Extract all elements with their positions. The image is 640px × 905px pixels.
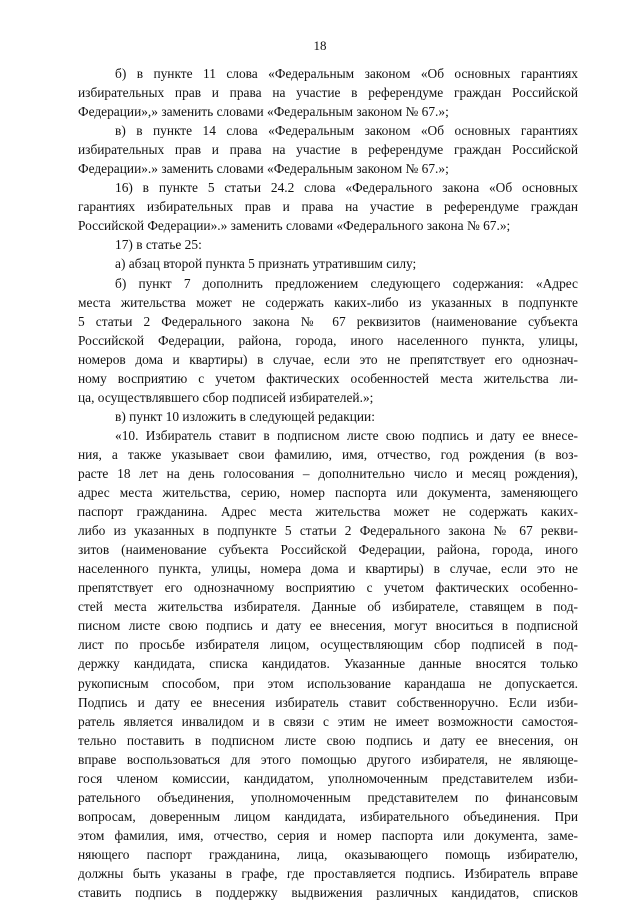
text-line: тельно поставить в подписном листе свою подпись и дату ее внесения, он [78, 732, 578, 748]
text-line: Федерации».» заменить словами «Федеральным законом № 67.»; [78, 161, 449, 177]
text-line: стей места жительства избирателя. Данные об избирателе, ставящем в под- [78, 599, 578, 615]
text-line: рукописным способом, при этом использование карандаша не допускается. [78, 675, 578, 691]
text-line: а) абзац второй пункта 5 признать утратившим силу; [115, 256, 417, 272]
text-line: 16) в пункте 5 статьи 24.2 слова «Федерального закона «Об основных [115, 180, 578, 196]
text-line: гося членом комиссии, кандидатом, уполномоченным представителем изби- [78, 770, 578, 786]
text-line: этом фамилия, имя, отчество, серия и номер паспорта или документа, заме- [78, 827, 578, 843]
text-line: Федерации»,» заменить словами «Федеральным законом № 67.»; [78, 104, 449, 120]
text-line: расте 18 лет на день голосования – дополнительно число и месяц рождения), [78, 465, 578, 481]
text-line: б) пункт 7 дополнить предложением следующего содержания: «Адрес [115, 275, 578, 291]
text-line: лист по просьбе избирателя лицом, осуществляющим сбор подписей в под- [78, 637, 578, 653]
text-line: места жительства может не содержать каких-либо из указанных в подпункте [78, 294, 578, 310]
page-number: 18 [313, 38, 327, 53]
text-line: Подпись и дату ее внесения избиратель ставит собственноручно. Если изби- [78, 694, 578, 710]
text-line: ставить подпись в поддержку выдвижения различных кандидатов, списков [78, 885, 578, 901]
text-line: гарантиях избирательных прав и права на участие в референдуме граждан [78, 199, 578, 215]
text-line: рательного объединения, уполномоченным представителем по финансовым [78, 789, 578, 805]
text-line: 17) в статье 25: [115, 237, 202, 253]
text-line: либо из указанных в подпункте 5 статьи 2 Федерального закона № 67 рекви- [78, 523, 578, 539]
text-line: «10. Избиратель ставит в подписном листе свою подпись и дату ее внесе- [115, 427, 578, 443]
text-line: вопросам, доверенным лицом кандидата, избирательного объединения. При [78, 808, 578, 824]
text-line: препятствует его однозначному восприятию с учетом фактических особенно- [78, 580, 578, 596]
text-line: Российской Федерации».» заменить словами «Федерального закона № 67.»; [78, 218, 511, 234]
text-line: б) в пункте 11 слова «Федеральным законом «Об основных гарантиях [115, 66, 578, 81]
text-line: зитов (наименование субъекта Российской Федерации, района, города, иного [78, 542, 578, 558]
text-line: Российской Федерации, района, города, иного населенного пункта, улицы, [78, 332, 578, 348]
text-line: 5 статьи 2 Федерального закона № 67 реквизитов (наименование субъекта [78, 313, 578, 329]
document-body [78, 64, 578, 902]
text-line: в) в пункте 14 слова «Федеральным законом «Об основных гарантиях [115, 123, 578, 139]
text-line: номеров дома и квартиры) в случае, если это не препятствует его однознач- [78, 351, 578, 367]
text-line: адрес места жительства, серию, номер паспорта или документа, заменяющего [78, 485, 578, 501]
text-line: няющего паспорт гражданина, лица, оказывающего помощь избирателю, [78, 846, 578, 862]
text-line: писном листе свою подпись и дату ее внесения, могут вноситься в подписной [78, 618, 578, 634]
text-line: ратель является инвалидом и в связи с этим не имеет возможности самостоя- [78, 713, 578, 729]
text-line: избирательных прав и права на участие в референдуме граждан Российской [78, 142, 578, 158]
text-line: в) пункт 10 изложить в следующей редакции: [115, 408, 375, 424]
text-line: вправе воспользоваться для этого помощью другого избирателя, не являюще- [78, 751, 578, 767]
text-line: ния, а также указывает свои фамилию, имя, отчество, год рождения (в воз- [78, 446, 578, 462]
text-line: ному восприятию с учетом фактических особенностей места жительства ли- [78, 370, 578, 386]
text-line: населенного пункта, улицы, номера дома и квартиры) в случае, если это не [78, 561, 578, 577]
text-line: должны быть указаны в графе, где проставляется подпись. Избиратель вправе [78, 865, 578, 881]
text-line: ца, осуществлявшего сбор подписей избирателей.»; [78, 389, 374, 405]
text-line: паспорт гражданина. Адрес места жительства может не содержать каких- [78, 504, 578, 520]
text-line: избирательных прав и права на участие в референдуме граждан Российской [78, 85, 578, 101]
text-line: держку кандидата, списка кандидатов. Указанные данные вносятся только [78, 656, 578, 672]
